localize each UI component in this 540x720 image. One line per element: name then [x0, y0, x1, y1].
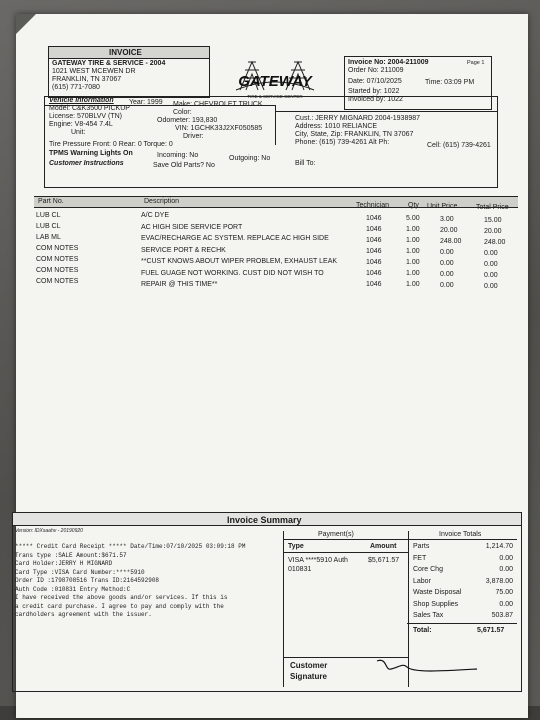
customer-signature	[373, 655, 483, 679]
signature-label-2: Signature	[290, 672, 327, 681]
vehicle-vin: VIN: 1GCHK33J2XF050585	[175, 125, 263, 132]
row-unit-price: 3.00	[440, 216, 454, 223]
invoice-date: Date: 07/10/2025	[348, 78, 402, 85]
row-unit-price: 248.00	[440, 238, 462, 245]
row-qty: 1.00	[406, 281, 420, 288]
invoice-summary-box	[12, 512, 522, 692]
order-number: Order No: 211009	[348, 67, 404, 74]
vehicle-unit: Unit:	[71, 129, 86, 136]
row-qty: 1.00	[406, 259, 420, 266]
row-technician: 1046	[366, 226, 382, 233]
row-total-price: 0.00	[484, 250, 498, 257]
row-qty: 1.00	[406, 226, 420, 233]
receipt-line: ***** Credit Card Receipt ***** Date/Time:07/10/2025 03:09:18 PM	[15, 543, 246, 550]
payments-rule	[284, 539, 408, 540]
outgoing-status: Outgoing: No	[229, 155, 271, 162]
total-row-value: 0.00	[499, 554, 513, 562]
vehicle-color: Color:	[173, 109, 192, 116]
invoice-time: Time: 03:09 PM	[425, 79, 475, 86]
folded-corner	[16, 14, 36, 34]
row-unit-price: 0.00	[440, 260, 454, 267]
row-total-price: 0.00	[484, 272, 498, 279]
header-unit-price: Unit Price	[427, 203, 458, 210]
row-qty: 1.00	[406, 248, 420, 255]
total-label: Total:	[413, 627, 432, 634]
row-part-no: LUB CL	[36, 212, 61, 219]
customer-cell: Cell: (615) 739-4261	[427, 142, 491, 149]
invoice-number: Invoice No: 2004-211009	[348, 59, 429, 66]
company-box	[48, 46, 210, 98]
total-row-label: Labor	[413, 577, 431, 585]
company-address-2: FRANKLIN, TN 37067	[52, 76, 122, 83]
total-row-value: 75.00	[495, 589, 513, 596]
invoice-title: INVOICE	[109, 48, 142, 57]
payment-type: VISA ****5910 Auth	[288, 557, 348, 564]
save-old-parts: Save Old Parts? No	[153, 162, 215, 169]
row-qty: 1.00	[406, 270, 420, 277]
row-technician: 1046	[366, 281, 382, 288]
version-label: Version: IDXsaahv - 20190920	[15, 528, 83, 534]
invoiced-by: Invoiced by: 1022	[348, 96, 403, 103]
row-unit-price: 0.00	[440, 249, 454, 256]
page-number: Page 1	[467, 60, 485, 66]
receipt-line: Auth Code :010831 Entry Method:C	[15, 585, 131, 593]
row-description: REPAIR @ THIS TIME**	[141, 281, 218, 288]
header-total-price: Total Price	[476, 204, 509, 211]
row-part-no: LUB CL	[36, 223, 61, 230]
total-row-value: 3,878.00	[485, 577, 513, 585]
total-row-label: Parts	[413, 543, 430, 550]
row-qty: 5.00	[406, 215, 420, 222]
customer-top-rule	[275, 111, 497, 112]
vehicle-driver: Driver:	[183, 133, 204, 140]
started-by: Started by: 1022	[348, 88, 400, 95]
header-technician: Technician	[356, 202, 390, 209]
customer-address: Address: 1010 RELIANCE	[295, 123, 378, 130]
payment-amount: $5,671.57	[368, 557, 400, 564]
receipt-line: cardholders agreement with the issuer.	[15, 611, 152, 618]
vehicle-customer-box	[44, 96, 498, 188]
totals-rule	[407, 539, 517, 540]
total-row-label: Waste Disposal	[413, 589, 462, 596]
customer-phone: Phone: (615) 739-4261 Alt Ph:	[295, 139, 390, 146]
incoming-status: Incoming: No	[157, 152, 199, 159]
logo-subtext: TIRE & SERVICE CENTER	[247, 94, 303, 99]
row-part-no: COM NOTES	[36, 278, 79, 285]
total-row-label: FET	[413, 554, 427, 562]
receipt-line: Trans type :SALE Amount:$671.57	[15, 551, 127, 559]
payments-header-rule	[284, 552, 408, 553]
bill-to: Bill To:	[295, 160, 316, 167]
invoice-paper	[16, 14, 528, 718]
row-description: **CUST KNOWS ABOUT WIPER PROBLEM, EXHAUST LEAK	[141, 258, 338, 265]
row-technician: 1046	[366, 215, 382, 222]
vehicle-engine: Engine: V8-454 7.4L	[49, 121, 113, 128]
vehicle-section-label: Vehicle Information	[49, 97, 114, 104]
row-description: SERVICE PORT & RECHK	[141, 246, 226, 254]
customer-city: City, State, Zip: FRANKLIN, TN 37067	[295, 131, 414, 138]
row-qty: 1.00	[406, 237, 420, 244]
total-row-value: 0.00	[499, 600, 513, 608]
row-total-price: 20.00	[484, 228, 502, 235]
receipt-line: I have received the above goods and/or services. If this is	[15, 594, 228, 601]
line-items-header	[34, 196, 518, 211]
row-description: AC HIGH SIDE SERVICE PORT	[141, 223, 243, 231]
payments-label: Payment(s)	[318, 531, 354, 538]
vehicle-license: License: 570BLVV (TN)	[49, 113, 123, 120]
row-unit-price: 20.00	[440, 227, 458, 234]
tpms-warning: TPMS Warning Lights On	[49, 150, 133, 157]
total-row-value: 503.87	[491, 612, 513, 619]
receipt-line: a credit card purchase. I agree to pay and comply with the	[15, 602, 224, 610]
vehicle-model: Model: C&K3500 PICKUP	[49, 105, 130, 112]
row-technician: 1046	[366, 259, 382, 266]
row-part-no: COM NOTES	[36, 245, 79, 252]
header-description: Description	[144, 198, 180, 205]
row-unit-price: 0.00	[440, 271, 454, 278]
logo-text: GATEWAY	[238, 73, 312, 90]
customer-instructions: Customer Instructions	[49, 160, 124, 167]
totals-panel	[407, 531, 517, 639]
tire-pressure: Tire Pressure Front: 0 Rear: 0 Torque: 0	[49, 141, 173, 148]
receipt-line: Order ID :1798708516 Trans ID:2164592908	[15, 577, 160, 584]
row-total-price: 0.00	[484, 283, 498, 290]
vehicle-odometer: Odometer: 193,830	[157, 117, 218, 124]
total-row-label: Shop Supplies	[413, 600, 459, 608]
header-part-no: Part No.	[38, 198, 64, 205]
row-unit-price: 0.00	[440, 282, 454, 289]
payment-type-label: Type	[288, 543, 304, 550]
row-description: EVAC/RECHARGE AC SYSTEM. REPLACE AC HIGH SIDE	[141, 235, 329, 242]
company-name: GATEWAY TIRE & SERVICE - 2004	[52, 60, 166, 67]
company-phone: (615) 771-7080	[52, 84, 100, 91]
receipt-line: Card Type :VISA Card Number:****5910	[15, 568, 145, 576]
payment-amount-label: Amount	[370, 543, 397, 550]
row-total-price: 0.00	[484, 261, 498, 268]
summary-title: Invoice Summary	[227, 515, 302, 525]
row-technician: 1046	[366, 270, 382, 277]
row-total-price: 248.00	[484, 239, 506, 246]
total-row-label: Core Chg	[413, 566, 443, 573]
total-row-label: Sales Tax	[413, 612, 444, 619]
company-address-1: 1021 WEST MCEWEN DR	[52, 68, 136, 75]
vehicle-make: Make: CHEVROLET TRUCK	[173, 101, 263, 108]
row-part-no: COM NOTES	[36, 267, 79, 274]
vehicle-year: Year: 1999	[129, 99, 163, 106]
row-part-no: LAB ML	[36, 234, 61, 241]
row-technician: 1046	[366, 237, 382, 244]
row-technician: 1046	[366, 248, 382, 255]
total-row-value: 1,214.70	[485, 543, 513, 550]
row-part-no: COM NOTES	[36, 256, 79, 263]
signature-label-1: Customer	[290, 661, 328, 670]
total-value: 5,671.57	[477, 627, 505, 634]
row-description: FUEL GUAGE NOT WORKING. CUST DID NOT WISH TO	[141, 269, 324, 277]
receipt-line: Card Holder:JERRY H MIGNARD	[15, 560, 113, 567]
customer-name: Cust.: JERRY MIGNARD 2004-1938987	[295, 115, 421, 122]
payment-auth: 010831	[288, 566, 312, 573]
total-rule	[407, 623, 517, 624]
totals-label: Invoice Totals	[439, 531, 482, 538]
header-qty: Qty	[408, 202, 419, 209]
row-description: A/C DYE	[141, 212, 170, 219]
row-total-price: 15.00	[484, 217, 502, 224]
total-row-value: 0.00	[499, 566, 513, 573]
